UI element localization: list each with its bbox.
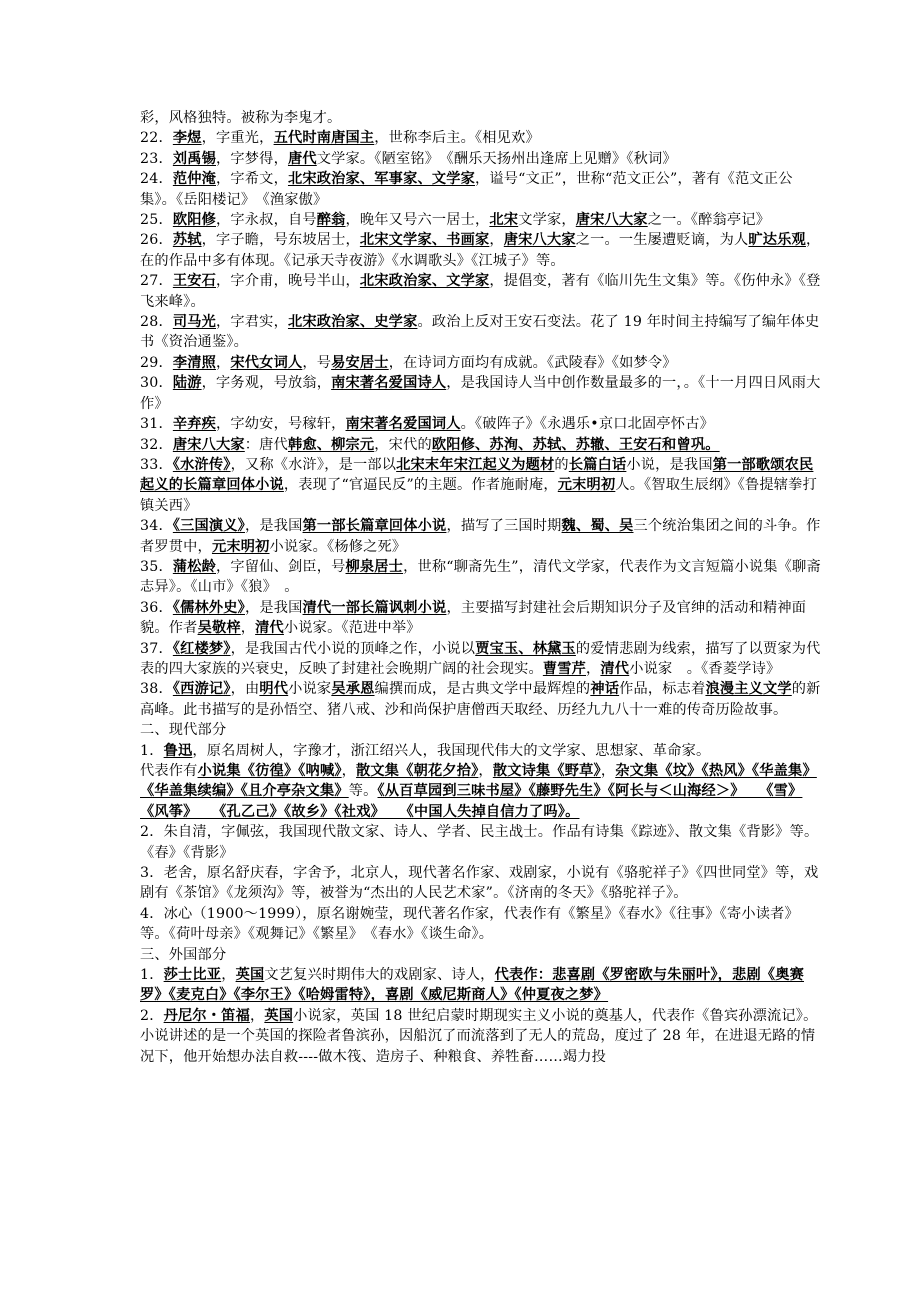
text-run: 人。《智取生辰纲》《鲁提辖拳打镇关西》 bbox=[140, 477, 817, 514]
paragraph bbox=[140, 965, 822, 1006]
text-run: 小说家。《范进中举》 bbox=[283, 620, 421, 637]
text-run: 24． bbox=[140, 171, 173, 188]
emphasized-text: 南宋著名爱国词人 bbox=[345, 416, 461, 433]
text-run: 的新高峰。此书描写的是孙悟空、猪八戒、沙和尚保护唐僧西天取经、历经九九八十一难的传奇历险故事。 bbox=[140, 681, 821, 718]
paragraph bbox=[140, 149, 822, 169]
emphasized-text: 元末明初 bbox=[211, 538, 270, 555]
text-run: 26． bbox=[140, 232, 173, 249]
text-run: 4．冰心（1900～1999），原名谢婉莹，现代著名作家，代表作有《繁星》《春水》《往事》《寄小读者》等。《荷叶母亲》《观舞记》《繁星》 《春水》《谈生命》。 bbox=[140, 905, 799, 943]
paragraph bbox=[140, 904, 822, 945]
emphasized-text: 宋代女词人 bbox=[230, 354, 303, 371]
text-run: ，由 bbox=[230, 681, 260, 698]
emphasized-text: 李煜 bbox=[172, 130, 202, 147]
emphasized-text: 浪漫主义文学 bbox=[705, 681, 792, 698]
text-run: 文学家。《陋室铭》 《酬乐天扬州出逢席上见赠》《秋词》 bbox=[316, 150, 677, 167]
text-run: 二、现代部分 bbox=[140, 722, 227, 739]
paragraph bbox=[140, 945, 822, 965]
text-run: 文学家， bbox=[518, 212, 576, 229]
emphasized-text: 韩愈、柳宗元 bbox=[287, 436, 375, 453]
text-run: ， bbox=[249, 1007, 265, 1024]
text-run: 小说家 bbox=[288, 681, 332, 698]
emphasized-text: 旷达乐观 bbox=[748, 232, 806, 249]
text-run: ， bbox=[600, 763, 616, 779]
emphasized-text: 北宋 bbox=[489, 212, 519, 229]
text-run: ， bbox=[240, 620, 256, 637]
text-run: 的爱情悲剧为线索，描写了以贾家为代表的四大家族的兴衰史，反映了封建社会晚期广阔的社会现实。 bbox=[140, 640, 821, 677]
emphasized-text: 蒲松龄 bbox=[172, 558, 217, 575]
emphasized-text: 元末明初 bbox=[557, 477, 616, 494]
paragraph bbox=[140, 455, 822, 516]
emphasized-text: 五代时南唐国主 bbox=[273, 130, 375, 147]
text-run: ，字介甫，晚号半山， bbox=[216, 273, 360, 290]
text-run: ，在的作品中多有体现。《记承天寺夜游》《水调歌头》《江城子》等。 bbox=[140, 232, 821, 269]
emphasized-text: 贾宝玉、林黛玉 bbox=[475, 640, 576, 657]
text-run: ，是我国古代小说的顶峰之作，小说以 bbox=[230, 640, 476, 657]
emphasized-text: 司马光 bbox=[172, 314, 217, 331]
text-run: 34． bbox=[140, 518, 173, 535]
emphasized-text: 魏、蜀、吴 bbox=[561, 518, 634, 535]
text-run: 等。 bbox=[348, 783, 378, 800]
text-run: ，世称李后主。《相见欢》 bbox=[374, 130, 540, 147]
text-run: 2． bbox=[140, 1007, 164, 1024]
emphasized-text: 北宋政治家、史学家 bbox=[287, 314, 418, 331]
text-run: 29． bbox=[140, 354, 173, 371]
text-run: ，是我国诗人当中创作数量最多的一，。《十一月四日风雨大作》 bbox=[140, 375, 821, 412]
emphasized-text: 清代一部长篇讽刺小说 bbox=[302, 599, 447, 616]
emphasized-text: 《从百草园到三味书屋》《藤野先生》《阿长与＜山海经＞》 《雪》《风筝》 《孔乙己》《故乡》《社戏》 《中国人失掉自信力了吗》。 bbox=[140, 783, 803, 820]
emphasized-text: 王安石 bbox=[172, 273, 217, 290]
emphasized-text: 北宋政治家、文学家 bbox=[359, 273, 490, 290]
paragraph bbox=[140, 353, 822, 373]
text-run: 31． bbox=[140, 416, 173, 433]
emphasized-text: 《水浒传》 bbox=[172, 456, 231, 473]
emphasized-text: 第一部歌颂农民起义的长篇章回体小说 bbox=[140, 456, 814, 494]
text-run: 彩，风格独特。被称为李鬼才。 bbox=[140, 110, 342, 126]
text-run: ， bbox=[221, 967, 236, 984]
text-run: 2．朱自清，字佩弦，我国现代散文家、诗人、学者、民主战士。作品有诗集《踪迹》、散文集《背影》等。《春》《背影》 bbox=[140, 824, 819, 861]
paragraph bbox=[140, 373, 822, 414]
paragraph bbox=[140, 271, 822, 312]
emphasized-text: 散文诗集《野草》 bbox=[492, 763, 601, 779]
text-run: 小说家。《杨修之死》 bbox=[269, 538, 407, 555]
emphasized-text: 《儒林外史》 bbox=[172, 599, 245, 616]
text-run: ，宋代的 bbox=[374, 436, 432, 453]
text-run: ，字君实， bbox=[216, 314, 288, 331]
text-run: 36． bbox=[140, 599, 173, 616]
text-run: 编撰而成，是古典文学中最辉煌的 bbox=[374, 681, 591, 698]
text-run: 3．老舍，原名舒庆春，字舍予，北京人，现代著名作家、戏剧家，小说有《骆驼祥子》《四世同堂》等，戏剧有《茶馆》《龙须沟》等，被誉为“杰出的人民艺术家”。《济南的冬天》《骆驼祥子》。 bbox=[140, 865, 819, 902]
text-run: ，晚年又号六一居士， bbox=[345, 212, 490, 229]
text-run: ：唐代 bbox=[244, 436, 288, 453]
emphasized-text: 清代 bbox=[255, 620, 284, 637]
text-run: ，表现了“官逼民反”的主题。作者施耐庵， bbox=[283, 477, 558, 494]
text-run: 22． bbox=[140, 130, 173, 147]
emphasized-text: 陆游 bbox=[172, 375, 202, 392]
emphasized-text: 莎士比亚 bbox=[163, 967, 222, 984]
text-run: ，主要描写封建社会后期知识分子及官绅的活动和精神面貌。作者 bbox=[140, 599, 807, 637]
text-run: 28． bbox=[140, 314, 173, 331]
emphasized-text: 英国 bbox=[235, 967, 265, 984]
emphasized-text: 吴承恩 bbox=[331, 681, 375, 698]
emphasized-text: 唐宋八大家 bbox=[503, 232, 576, 249]
emphasized-text: 柳泉居士 bbox=[345, 558, 404, 575]
text-run: 30． bbox=[140, 375, 173, 392]
text-run: ，字幼安，号稼轩， bbox=[216, 416, 346, 433]
paragraph bbox=[140, 230, 822, 271]
paragraph bbox=[140, 761, 822, 822]
emphasized-text: 小说集《彷徨》《呐喊》 bbox=[197, 763, 342, 779]
emphasized-text: 《红楼梦》 bbox=[172, 640, 231, 657]
text-run: 小说家 。《香菱学诗》 bbox=[629, 660, 781, 677]
emphasized-text: 英国 bbox=[264, 1007, 294, 1024]
emphasized-text: 神话 bbox=[590, 681, 620, 698]
text-run: 33． bbox=[140, 456, 173, 473]
emphasized-text: 丹尼尔・笛福 bbox=[163, 1007, 250, 1024]
paragraph bbox=[140, 679, 822, 720]
emphasized-text: 刘禹锡 bbox=[172, 150, 217, 167]
text-run: ， bbox=[489, 232, 504, 249]
emphasized-text: 杂文集《坟》《热风》《华盖集》《华盖集续编》《且介亭杂文集》 bbox=[140, 763, 817, 800]
paragraph bbox=[140, 108, 822, 128]
paragraph bbox=[140, 639, 822, 680]
paragraph bbox=[140, 210, 822, 230]
paragraph bbox=[140, 414, 822, 434]
text-run: 1． bbox=[140, 742, 164, 759]
emphasized-text: 欧阳修 bbox=[172, 212, 217, 229]
text-run: 38． bbox=[140, 681, 173, 698]
text-run: ，字子瞻，号东坡居士， bbox=[201, 232, 360, 249]
emphasized-text: 曹雪芹 bbox=[542, 660, 587, 677]
emphasized-text: 北宋末年宋江起义为题材 bbox=[396, 456, 555, 473]
text-run: ，字希文， bbox=[216, 171, 288, 188]
text-run: 23． bbox=[140, 150, 173, 167]
text-run: 作品，标志着 bbox=[619, 681, 706, 698]
text-run: 三个统治集团之间的斗争。作者罗贯中， bbox=[140, 518, 821, 555]
paragraph bbox=[140, 557, 822, 598]
text-run: ， bbox=[586, 660, 601, 677]
emphasized-text: 北宋文学家、书画家 bbox=[359, 232, 490, 249]
text-run: 。《破阵子》《永遇乐•京口北固亭怀古》 bbox=[460, 416, 714, 433]
text-run: ，字留仙、剑臣，号 bbox=[216, 558, 346, 575]
text-run: ，世称“聊斋先生”，清代文学家，代表作为文言短篇小说集《聊斋志异》。《山市》《狼》 。 bbox=[140, 558, 821, 596]
text-run: ，提倡变，著有《临川先生文集》等。《伤仲永》《登飞来峰》。 bbox=[140, 273, 821, 310]
emphasized-text: 清代 bbox=[600, 660, 630, 677]
paragraph bbox=[140, 312, 822, 353]
emphasized-text: 散文集《朝花夕拾》 bbox=[356, 763, 479, 779]
text-run: ，字永叔，自号 bbox=[216, 212, 317, 229]
emphasized-text: 第一部长篇章回体小说 bbox=[302, 518, 447, 535]
text-run: ，是我国 bbox=[244, 518, 303, 535]
text-run: 之一。一生屡遭贬谪，为人 bbox=[575, 232, 749, 249]
text-run: ，原名周树人，字豫才，浙江绍兴人，我国现代伟大的文学家、思想家、革命家。 bbox=[192, 742, 711, 759]
paragraph bbox=[140, 128, 822, 148]
text-run: 的 bbox=[554, 456, 569, 473]
text-run: ， bbox=[341, 763, 357, 779]
emphasized-text: 长篇白话 bbox=[568, 456, 627, 473]
text-run: ，字重光， bbox=[201, 130, 274, 147]
text-run: ，字务观，号放翁， bbox=[201, 375, 332, 392]
text-run: 代表作有 bbox=[140, 763, 198, 779]
paragraph bbox=[140, 598, 822, 639]
emphasized-text: 唐宋八大家 bbox=[172, 436, 245, 453]
text-run: 。政治上反对王安石变法。花了 19 年时间主持编写了编年体史书《资治通鉴》。 bbox=[140, 314, 820, 351]
emphasized-text: 欧阳修、苏洵、苏轼、苏辙、王安石和曾巩。 bbox=[431, 436, 720, 453]
emphasized-text: 李清照 bbox=[172, 354, 217, 371]
text-run: ，是我国 bbox=[244, 599, 303, 616]
document-page bbox=[140, 108, 822, 1067]
emphasized-text: 醉翁 bbox=[316, 212, 346, 229]
paragraph bbox=[140, 1006, 822, 1067]
emphasized-text: 《西游记》 bbox=[172, 681, 231, 698]
paragraph bbox=[140, 822, 822, 863]
text-run: 1． bbox=[140, 967, 164, 984]
text-run: 25． bbox=[140, 212, 173, 229]
emphasized-text: 鲁迅 bbox=[163, 742, 193, 759]
text-run: ， bbox=[478, 763, 493, 779]
paragraph bbox=[140, 863, 822, 904]
paragraph bbox=[140, 741, 822, 761]
paragraph bbox=[140, 169, 822, 210]
emphasized-text: 吴敬梓 bbox=[197, 620, 241, 637]
emphasized-text: 唐宋八大家 bbox=[575, 212, 648, 229]
text-run: ， bbox=[216, 354, 231, 371]
text-run: ，在诗词方面均有成就。《武陵春》《如梦令》 bbox=[388, 354, 677, 371]
text-run: 文艺复兴时期伟大的戏剧家、诗人， bbox=[264, 967, 495, 984]
emphasized-text: 苏轼 bbox=[172, 232, 202, 249]
text-run: 32． bbox=[140, 436, 173, 453]
emphasized-text: 《三国演义》 bbox=[172, 518, 245, 535]
emphasized-text: 南宋著名爱国诗人 bbox=[331, 375, 447, 392]
paragraph bbox=[140, 720, 822, 740]
emphasized-text: 易安居士 bbox=[331, 354, 389, 371]
emphasized-text: 明代 bbox=[259, 681, 289, 698]
text-run: 小说，是我国 bbox=[626, 456, 713, 473]
text-run: ，谥号“文正”，世称“范文正公”，著有《范文正公集》。《岳阳楼记》 《渔家傲》 bbox=[140, 171, 793, 208]
emphasized-text: 唐代 bbox=[287, 150, 317, 167]
emphasized-text: 辛弃疾 bbox=[172, 416, 217, 433]
text-run: 小说家，英国 18 世纪启蒙时期现实主义小说的奠基人，代表作《鲁宾孙漂流记》。小说讲述的是一个英国的探险者鲁滨孙，因船沉了而流落到了无人的荒岛，度过了 28 年，在进退无路的情况下，他开始想办法自救----做木筏、造房子、种粮食、养牲畜……竭力投 bbox=[140, 1007, 818, 1065]
text-run: 37． bbox=[140, 640, 173, 657]
text-run: 之一。《醉翁亭记》 bbox=[647, 212, 771, 229]
paragraph bbox=[140, 435, 822, 455]
text-run: 27． bbox=[140, 273, 173, 290]
text-run: 三、外国部分 bbox=[140, 946, 227, 963]
text-run: ，描写了三国时期 bbox=[446, 518, 562, 535]
paragraph bbox=[140, 516, 822, 557]
text-run: ，又称《水浒》，是一部以 bbox=[230, 456, 397, 473]
emphasized-text: 北宋政治家、军事家、文学家 bbox=[287, 171, 476, 188]
emphasized-text: 代表作：悲喜剧《罗密欧与朱丽叶》，悲剧《奥赛罗》《麦克白》《李尔王》《哈姆雷特》，喜剧《威尼斯商人》《仲夏夜之梦》 bbox=[140, 967, 804, 1004]
text-run: ，字梦得， bbox=[216, 150, 288, 167]
emphasized-text: 范仲淹 bbox=[172, 171, 217, 188]
text-run: ，号 bbox=[302, 354, 332, 371]
text-run: 35． bbox=[140, 558, 173, 575]
